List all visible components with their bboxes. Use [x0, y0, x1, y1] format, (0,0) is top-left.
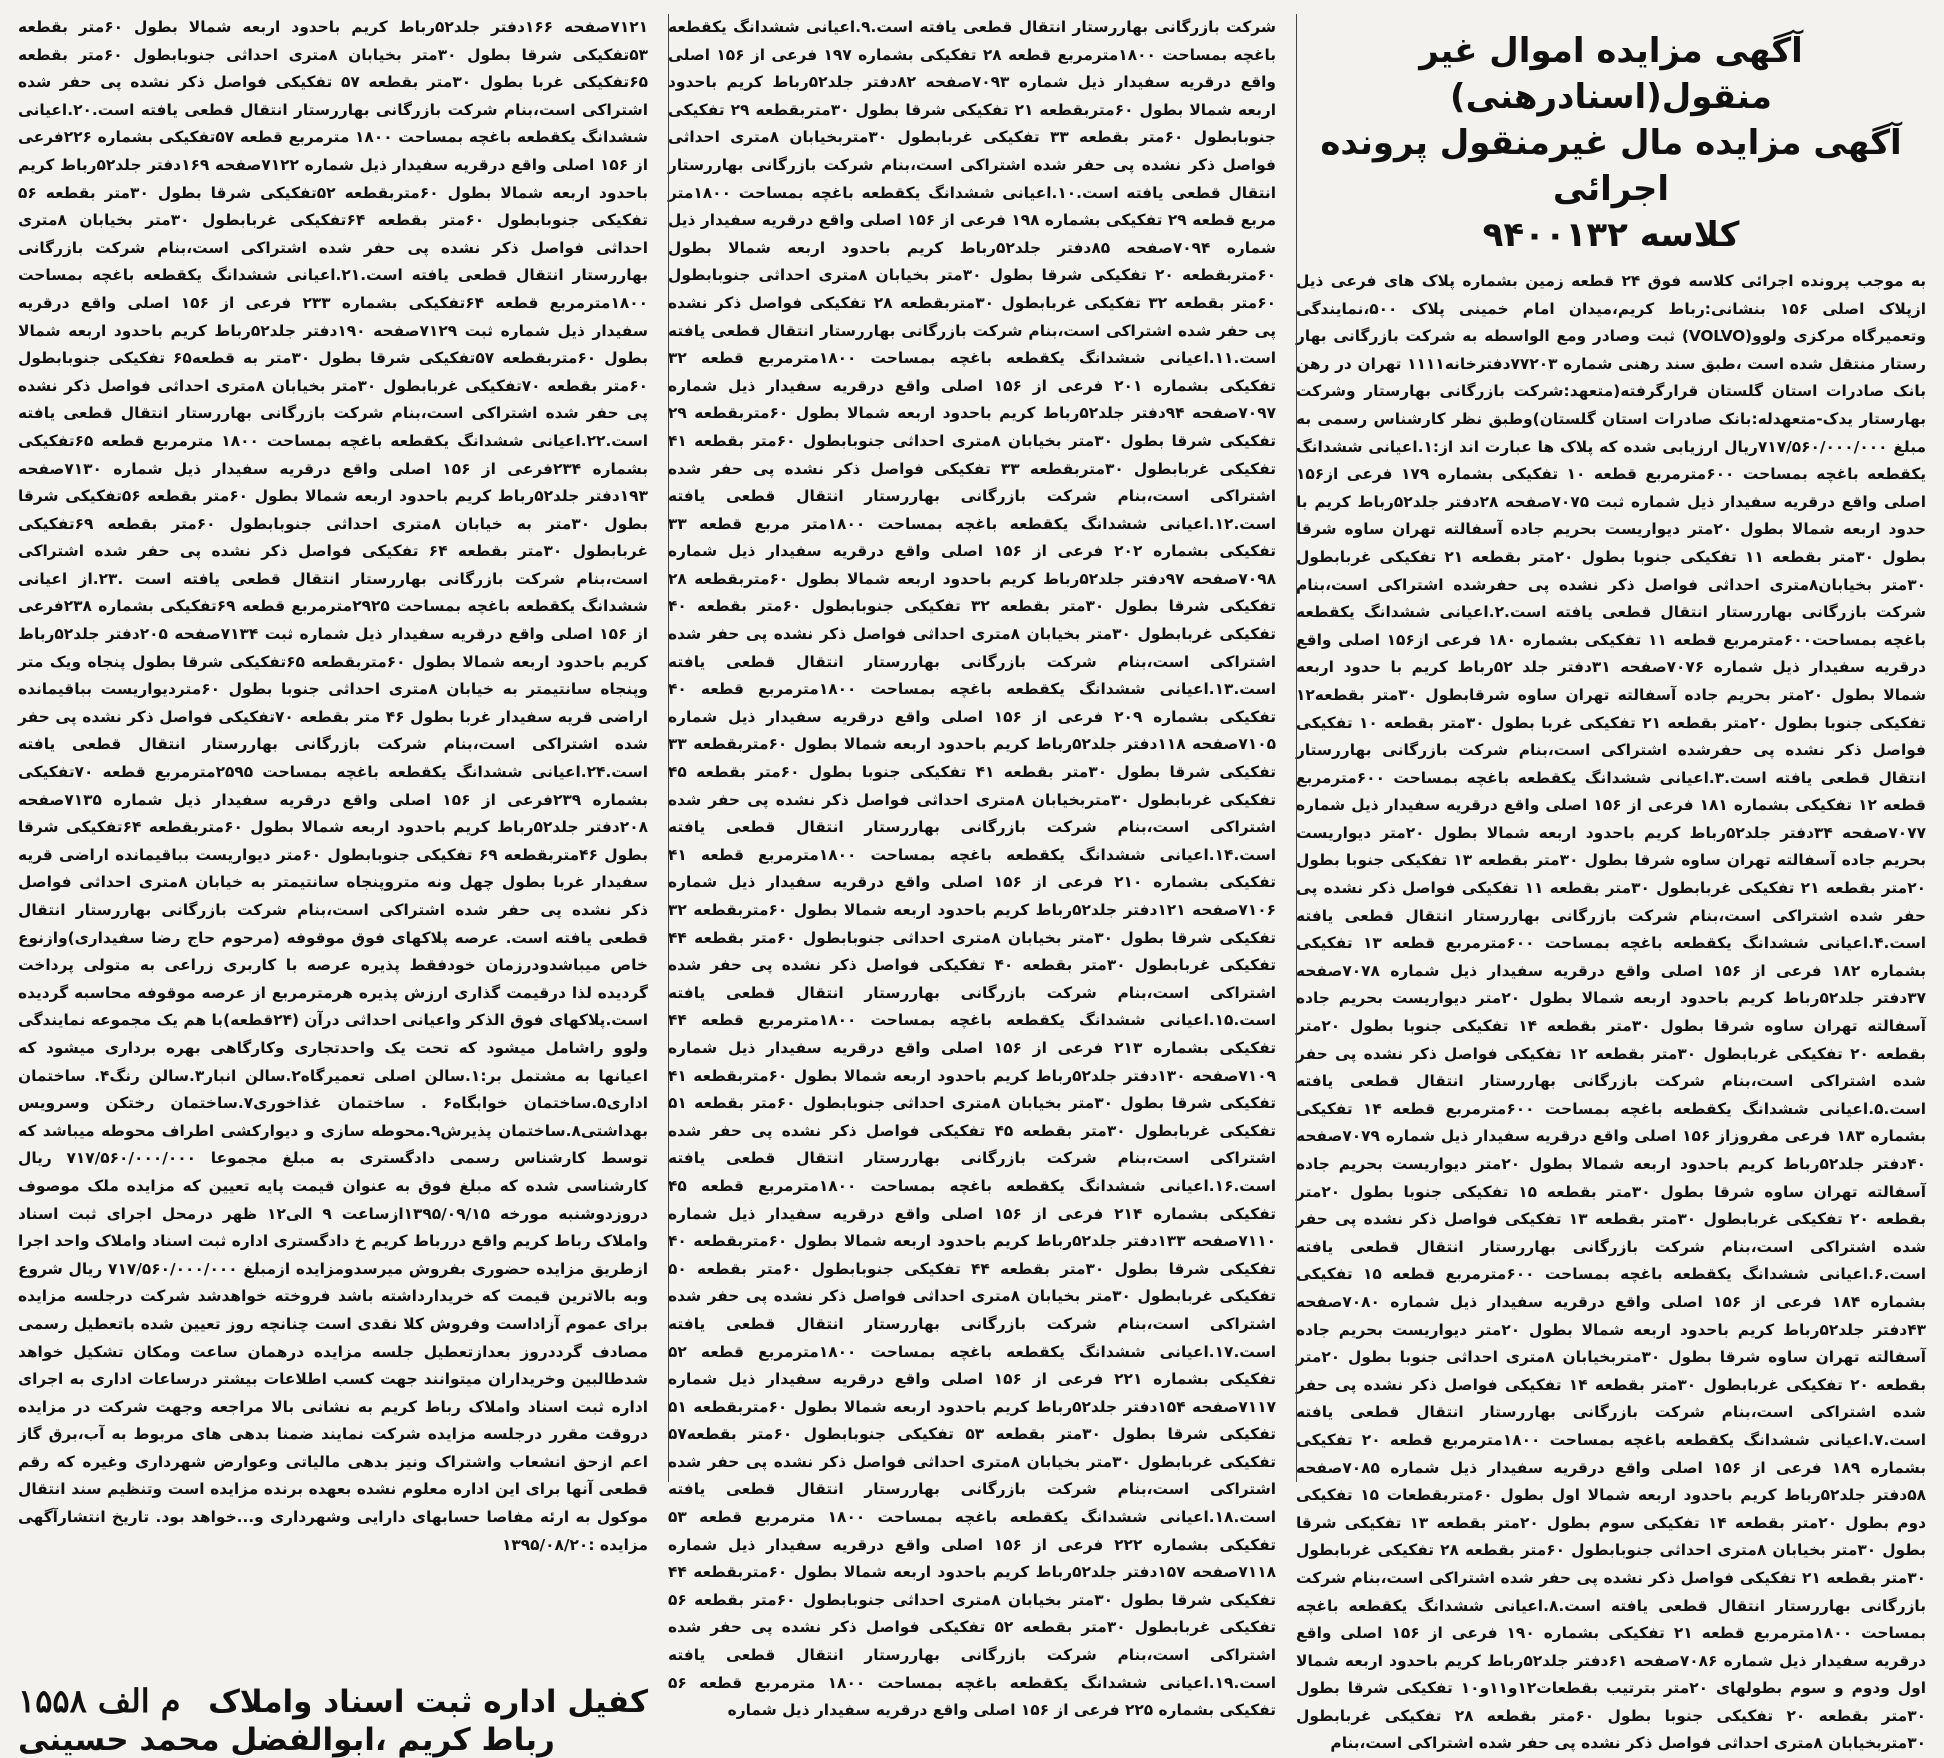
column-left-body: ۷۱۲۱صفحه ۱۶۶دفتر جلد۵۲رباط کریم باحدود اربعه شمالا بطول ۶۰متر بقطعه ۵۳تفکیکی شرقا بطول ۳۰متر بخیابان ۸متری احداثی جنوبابطول ۶۰متر بقطعه ۶۵تفکیکی غربا بطول ۳۰متر بقطعه ۵۷ تفکیکی فواصل ذکر نشده پی حفر شده اشتراکی است،بنام شرکت بازرگانی بهاررستار انتقال قطعی یافته است.۲۰.اعیانی ششدانگ یکقطعه باغچه بمساحت ۱۸۰۰ مترمربع قطعه ۵۷تفکیکی بشماره ۲۲۶فرعی از ۱۵۶ اصلی واقع درقریه سفیدار ذیل شماره ۷۱۲۲صفحه ۱۶۹دفتر جلد۵۲رباط کریم باحدود اربعه شمالا بطول ۶۰متربقطعه ۵۲تفکیکی شرقا بطول ۳۰متر بقطعه ۵۶ تفکیکی جنوبابطول ۶۰متر بقطعه ۶۴تفکیکی غربابطول ۳۰متر بخیابان ۸متری احداثی فواصل ذکر نشده پی حفر شده اشتراکی است،بنام شرکت بازرگانی بهاررستار انتقال قطعی یافته است.۲۱.اعیانی ششدانگ یکقطعه باغچه بمساحت ۱۸۰۰مترمربع قطعه ۶۴تفکیکی بشماره ۲۳۳ فرعی از ۱۵۶ اصلی واقع درقریه سفیدار ذیل شماره ثبت ۷۱۲۹صفحه ۱۹۰دفتر جلد۵۲رباط کریم باحدود اربعه شمالا بطول ۶۰متربقطعه ۵۷تفکیکی شرقا بطول ۳۰متر به قطعه۶۵ تفکیکی جنوبابطول ۶۰متر بقطعه ۷۰تفکیکی غربابطول ۳۰متر بخیابان ۸متری احداثی فواصل ذکر نشده پی حفر شده اشتراکی است،بنام شرکت بازرگانی بهاررستار انتقال قطعی یافته است.۲۲.اعیانی ششدانگ یکقطعه باغچه بمساحت ۱۸۰۰ مترمربع قطعه ۶۵تفکیکی بشماره ۲۳۴فرعی از ۱۵۶ اصلی واقع درقریه سفیدار ذیل شماره ۷۱۳۰صفحه ۱۹۳دفتر جلد۵۲رباط کریم باحدود اربعه شمالا بطول ۶۰متر بقطعه ۵۶تفکیکی شرقا بطول ۳۰متر به خیابان ۸متری احداثی جنوبابطول ۶۰متر بقطعه ۶۹تفکیکی غربابطول ۳۰متر بقطعه ۶۴ تفکیکی فواصل ذکر نشده پی حفر شده اشتراکی است،بنام شرکت بازرگانی بهاررستار انتقال قطعی یافته است .۲۳.از اعیانی ششدانگ یکقطعه باغچه بمساحت ۲۹۲۵مترمربع قطعه ۶۹تفکیکی بشماره ۲۳۸فرعی از ۱۵۶ اصلی واقع درقریه سفیدار ذیل شماره ثبت ۷۱۳۴صفحه ۲۰۵دفتر جلد۵۲رباط کریم باحدود اربعه شمالا بطول ۶۰متربقطعه ۶۵تفکیکی شرقا بطول پنجاه ویک متر وپنجاه سانتیمتر به خیابان ۸متری احداثی جنوبا بطول ۶۰متردیواریست بباقیمانده اراضی قریه سفیدار غربا بطول ۴۶ متر بقطعه ۷۰تفکیکی فواصل ذکر نشده پی حفر شده اشتراکی است،بنام شرکت بازرگانی بهاررستار انتقال قطعی یافته است.۲۴.اعیانی ششدانگ یکقطعه باغچه بمساحت ۲۵۹۵مترمربع قطعه ۷۰تفکیکی بشماره ۲۳۹فرعی از ۱۵۶ اصلی واقع درقریه سفیدار ذیل شماره ۷۱۳۵صفحه ۲۰۸دفتر جلد۵۲رباط کریم باحدود اربعه شمالا بطول ۶۰متربقطعه ۶۴تفکیکی شرقا بطول ۴۶متربقطعه ۶۹ تفکیکی جنوبابطول ۶۰متر دیواریست بباقیمانده اراضی قریه سفیدار غربا بطول چهل ونه متروپنجاه سانتیمتر به خیابان ۸متری احداثی فواصل ذکر نشده پی حفر شده اشتراکی است،بنام شرکت بازرگانی بهاررستار انتقال قطعی یافته است. عرصه پلاکهای فوق موقوفه (مرحوم حاج رضا سفیداری)وازنوع خاص میباشدودرزمان خودفقط پذیره عرصه با کاربری زراعی به متولی پرداخت گردیده لذا درقیمت گذاری ارزش پذیره هرمترمربع از عرصه موقوفه محاسبه گردیده است.پلاکهای فوق الذکر واعیانی احداثی درآن (۲۴قطعه)با هم یک مجموعه نمایندگی ولوو راشامل میشود که تحت یک واحدتجاری وکارگاهی بهره برداری میشود که اعیانها به مشتمل بر:۱.سالن اصلی تعمیرگاه۲.سالن انبار۳.سالن رنگ۴. ساختمان اداری۵.ساختمان خوابگاه۶ . ساختمان غذاخوری۷.ساختمان رختکن وسرویس بهداشتی۸.ساختمان پذیرش۹.محوطه سازی و دیوارکشی اطراف محوطه میباشد که توسط کارشناس رسمی دادگستری به مبلغ مجموعا ۷۱۷/۵۶۰/۰۰۰/۰۰۰ ریال کارشناسی شده که مبلغ فوق به عنوان قیمت پایه تعیین که مزایده ملک موصوف دروزدوشنبه مورخه ۱۳۹۵/۰۹/۱۵ازساعت ۹ الی۱۲ ظهر درمحل اجرای ثبت اسناد واملاک رباط کریم واقع دررباط کریم خ دادگستری اداره ثبت اسناد واملاک واحد اجرا ازطریق مزایده حضوری بفروش میرسدومزایده ازمبلغ ۷۱۷/۵۶۰/۰۰۰/۰۰۰ ریال شروع وبه بالاترین قیمت که خریدارداشته باشد فروخته خواهدشد شرکت درجلسه مزایده برای عموم آزاداست وفروش کلا نقدی است چنانچه روز تعیین شده باتعطیل رسمی مصادف گرددروز بعدازتعطیل جلسه مزایده درهمان ساعت ومکان تشکیل خواهد شدطالبین وخریداران میتوانند جهت کسب اطلاعات بیشتر درساعات اداری به اجرای اداره ثبت اسناد واملاک رباط کریم به نشانی بالا مراجعه وجهت شرکت در مزایده دروقت مقرر درجلسه مزایده شرکت نمایند ضمنا بدهی های مربوط به آب،برق گاز اعم ازحق انشعاب واشتراک ونیز بدهی مالیاتی وعوارض شهرداری وغیره که رقم قطعی آنها برای این اداره معلوم نشده بعهده برنده مزایده است وتنظیم سند انتقال موکول به ارئه مفاصا حسابهای دارایی وشهرداری و...خواهد بود. — [18, 18, 649, 1527]
signer-line: رباط کریم ،ابوالفضل محمد حسینی — [18, 1722, 555, 1758]
ad-code: م الف ۱۵۵۸ — [18, 1682, 181, 1721]
column-left-text — [18, 14, 648, 1709]
column-middle — [668, 14, 1276, 1758]
column-divider — [668, 14, 669, 1482]
publish-date: تاریخ انتشارآگهی مزایده :۱۳۹۵/۰۸/۲۰ — [18, 1508, 648, 1554]
notice-heading — [1296, 28, 1926, 258]
column-right-text: به موجب پرونده اجرائی کلاسه فوق ۲۴ قطعه زمین بشماره پلاک های فرعی ذیل ازپلاک اصلی ۱۵۶ بنشانی:رباط کریم،میدان امام خمینی پلاک ۵۰۰،نمایندگی وتعمیرگاه مرکزی ولوو(VOLVO) ثبت وصادر ومع الواسطه به شرکت بازرگانی بهار رستار منتقل شده است ،طبق سند رهنی شماره ۷۷۲۰۳دفترخانه۱۱۱۱ تهران در رهن بانک صادرات استان گلستان قرارگرفته(متعهد:شرکت بازرگانی بهارستار وشرکت بهارستار یدک-متعهدله:بانک صادرات استان گلستان)وطبق نظر کارشناس رسمی به مبلغ ۷۱۷/۵۶۰/۰۰۰/۰۰۰ریال ارزیابی شده که پلاک ها عبارت اند از:۱.اعیانی ششدانگ یکقطعه باغچه بمساحت ۶۰۰مترمربع قطعه ۱۰ تفکیکی بشماره ۱۷۹ فرعی از۱۵۶ اصلی واقع درقریه سفیدار ذیل شماره ثبت ۷۰۷۵صفحه ۲۸دفتر جلد۵۲رباط کریم با حدود اربعه شمالا بطول ۲۰متر دیواریست بحریم جاده آسفالته تهران ساوه شرقا بطول ۳۰متر بقطعه ۱۱ تفکیکی جنوبا بطول ۲۰متر بقطعه ۲۱ تفکیکی غربابطول ۳۰متر بخیابان۸متری احداثی فواصل ذکر نشده پی حفرشده اشتراکی است،بنام شرکت بازرگانی بهاررستار انتقال قطعی یافته است.۲.اعیانی ششدانگ یکقطعه باغچه بمساحت۶۰۰مترمربع قطعه ۱۱ تفکیکی بشماره ۱۸۰ فرعی از۱۵۶ اصلی واقع درقریه سفیدار ذیل شماره ۷۰۷۶صفحه ۳۱دفتر جلد ۵۲رباط کریم با حدود اربعه شمالا بطول ۲۰متر بحریم جاده آسفالته تهران ساوه شرقابطول ۳۰متر بقطعه۱۲ تفکیکی جنوبا بطول ۲۰متر بقطعه ۲۱ تفکیکی غربا بطول ۳۰متر بقطعه ۱۰ تفکیکی فواصل ذکر نشده پی حفرشده اشتراکی است،بنام شرکت بازرگانی بهاررستار انتقال قطعی یافته است.۳.اعیانی ششدانگ یکقطعه باغچه بمساحت ۶۰۰مترمربع قطعه ۱۲ تفکیکی بشماره ۱۸۱ فرعی از ۱۵۶ اصلی واقع درقریه سفیدار ذیل شماره ۷۰۷۷صفحه ۳۴دفتر جلد۵۲رباط کریم باحدود اربعه شمالا بطول ۲۰متر دیواریست بحریم جاده آسفالته تهران ساوه شرقا بطول ۳۰متر بقطعه ۱۳ تفکیکی جنوبا بطول ۲۰متر بقطعه ۲۱ تفکیکی غربابطول ۳۰متر بقطعه ۱۱ تفکیکی فواصل ذکر نشده پی حفر شده اشتراکی است،بنام شرکت بازرگانی بهاررستار انتقال قطعی یافته است.۴.اعیانی ششدانگ یکقطعه باغچه بمساحت ۶۰۰مترمربع قطعه ۱۳ تفکیکی بشماره ۱۸۲ فرعی از ۱۵۶ اصلی واقع درقریه سفیدار ذیل شماره ۷۰۷۸صفحه ۳۷دفتر جلد۵۲رباط کریم باحدود اربعه شمالا بطول ۲۰متر دیواریست بحریم جاده آسفالته تهران ساوه شرقا بطول ۳۰متر بقطعه ۱۴ تفکیکی جنوبا بطول ۲۰متر بقطعه ۲۰ تفکیکی غربابطول ۳۰متر بقطعه ۱۲ تفکیکی فواصل ذکر نشده پی حفر شده اشتراکی است،بنام شرکت بازرگانی بهاررستار انتقال قطعی یافته است.۵.اعیانی ششدانگ یکقطعه باغچه بمساحت ۶۰۰مترمربع قطعه ۱۴ تفکیکی بشماره ۱۸۳ فرعی مفروزاز ۱۵۶ اصلی واقع درقریه سفیدار ذیل شماره ۷۰۷۹صفحه ۴۰دفتر جلد۵۲رباط کریم باحدود اربعه شمالا بطول ۲۰متر دیواریست بحریم جاده آسفالته تهران ساوه شرقا بطول ۳۰متر بقطعه ۱۵ تفکیکی جنوبا بطول ۲۰متر بقطعه ۲۰ تفکیکی غربابطول ۳۰متر بقطعه ۱۳ تفکیکی فواصل ذکر نشده پی حفر شده اشتراکی است،بنام شرکت بازرگانی بهاررستار انتقال قطعی یافته است.۶.اعیانی ششدانگ یکقطعه باغچه بمساحت ۶۰۰مترمربع قطعه ۱۵ تفکیکی بشماره ۱۸۴ فرعی از ۱۵۶ اصلی واقع درقریه سفیدار ذیل شماره ۷۰۸۰صفحه ۴۳دفتر جلد۵۲رباط کریم باحدود اربعه شمالا بطول ۲۰متر دیواریست بحریم جاده آسفالته تهران ساوه شرقا بطول ۳۰متربخیابان ۸متری احداثی جنوبا بطول ۲۰متر بقطعه ۲۰ تفکیکی غربابطول ۳۰متر بقطعه ۱۴ تفکیکی فواصل ذکر نشده پی حفر شده اشتراکی است،بنام شرکت بازرگانی بهاررستار انتقال قطعی یافته است.۷.اعیانی ششدانگ یکقطعه باغچه بمساحت ۱۸۰۰مترمربع قطعه ۲۰ تفکیکی بشماره ۱۸۹ فرعی از ۱۵۶ اصلی واقع درقریه سفیدار ذیل شماره ۷۰۸۵صفحه ۵۸دفتر جلد۵۲رباط کریم باحدود اربعه شمالا اول بطول ۶۰متربقطعات ۱۵ تفکیکی دوم بطول ۲۰متر بقطعه ۱۴ تفکیکی سوم بطول ۲۰متر بقطعه ۱۳ تفکیکی شرقا بطول ۳۰متر بخیابان ۸متری احداثی جنوبابطول ۶۰متر بقطعه ۲۸ تفکیکی غربابطول ۳۰متر بقطعه ۲۱ تفکیکی فواصل ذکر نشده پی حفر شده اشتراکی است،بنام شرکت بازرگانی بهاررستار انتقال قطعی یافته است.۸.اعیانی ششدانگ یکقطعه باغچه بمساحت ۱۸۰۰مترمربع قطعه ۲۱ تفکیکی بشماره ۱۹۰ فرعی از ۱۵۶ اصلی واقع درقریه سفیدار ذیل شماره ۷۰۸۶صفحه ۶۱دفتر جلد۵۲رباط کریم باحدود اربعه شمالا اول ودوم و سوم بطولهای ۲۰متر بترتیب بقطعات۱۲و۱۱و۱۰ تفکیکی شرقا بطول ۳۰متر بقطعه ۲۰ تفکیکی جنوبا بطول ۶۰متر بقطعه ۲۸ تفکیکی غربابطول ۳۰متربخیابان ۸متری احداثی فواصل ذکر نشده پی حفر شده اشتراکی است،بنام — [1296, 272, 1927, 1753]
title-line-1: آگهی مزایده اموال غیر منقول(اسنادرهنی) — [1419, 31, 1803, 117]
column-left — [18, 14, 648, 1758]
title-line-2: آگهی مزایده مال غیرمنقول پرونده اجرائی — [1320, 123, 1902, 209]
column-divider — [1296, 14, 1297, 1482]
title-line-3: کلاسه ۹۴۰۰۱۳۲ — [1482, 215, 1740, 255]
notice-footer — [18, 1682, 648, 1758]
office-title: کفیل اداره ثبت اسناد واملاک — [208, 1684, 648, 1721]
column-middle-text: شرکت بازرگانی بهاررستار انتقال قطعی یافته است.۹.اعیانی ششدانگ یکقطعه باغچه بمساحت ۱۸۰۰مترمربع قطعه ۲۸ تفکیکی بشماره ۱۹۷ فرعی از ۱۵۶ اصلی واقع درقریه سفیدار ذیل شماره ۷۰۹۳صفحه ۸۲دفتر جلد۵۲رباط کریم باحدود اربعه شمالا بطول ۶۰متربقطعه ۲۱ تفکیکی شرقا بطول ۳۰متربقطعه ۲۹ تفکیکی جنوبابطول ۶۰متر بقطعه ۳۳ تفکیکی غربابطول ۳۰متربخیابان ۸متری احداثی فواصل ذکر نشده پی حفر شده اشتراکی است،بنام شرکت بازرگانی بهاررستار انتقال قطعی یافته است.۱۰.اعیانی ششدانگ یکقطعه باغچه بمساحت ۱۸۰۰متر مربع قطعه ۲۹ تفکیکی بشماره ۱۹۸ فرعی از ۱۵۶ اصلی واقع درقریه سفیدار ذیل شماره ۷۰۹۴صفحه ۸۵دفتر جلد۵۲رباط کریم باحدود اربعه شمالا بطول ۶۰متربقطعه ۲۰ تفکیکی شرقا بطول ۳۰متر بخیابان ۸متری احداثی جنوبابطول ۶۰متر بقطعه ۳۲ تفکیکی غربابطول ۳۰متربقطعه ۲۸ تفکیکی فواصل ذکر نشده پی حفر شده اشتراکی است،بنام شرکت بازرگانی بهاررستار انتقال قطعی یافته است.۱۱.اعیانی ششدانگ یکقطعه باغچه بمساحت ۱۸۰۰مترمربع قطعه ۳۲ تفکیکی بشماره ۲۰۱ فرعی از ۱۵۶ اصلی واقع درقریه سفیدار ذیل شماره ۷۰۹۷صفحه ۹۴دفتر جلد۵۲رباط کریم باحدود اربعه شمالا بطول ۶۰متربقطعه ۲۹ تفکیکی شرقا بطول ۳۰متر بخیابان ۸متری احداثی جنوبابطول ۶۰متر بقطعه ۴۱ تفکیکی غربابطول ۳۰متربقطعه ۳۳ تفکیکی فواصل ذکر نشده پی حفر شده اشتراکی است،بنام شرکت بازرگانی بهاررستار انتقال قطعی یافته است.۱۲.اعیانی ششدانگ یکقطعه باغچه بمساحت ۱۸۰۰متر مربع قطعه ۳۳ تفکیکی بشماره ۲۰۲ فرعی از ۱۵۶ اصلی واقع درقریه سفیدار ذیل شماره ۷۰۹۸صفحه ۹۷دفتر جلد۵۲رباط کریم باحدود اربعه شمالا بطول ۶۰متربقطعه ۲۸ تفکیکی شرقا بطول ۳۰متر بقطعه ۳۲ تفکیکی جنوبابطول ۶۰متر بقطعه ۴۰ تفکیکی غربابطول ۳۰متر بخیابان ۸متری احداثی فواصل ذکر نشده پی حفر شده اشتراکی است،بنام شرکت بازرگانی بهاررستار انتقال قطعی یافته است.۱۳.اعیانی ششدانگ یکقطعه باغچه بمساحت ۱۸۰۰مترمربع قطعه ۴۰ تفکیکی بشماره ۲۰۹ فرعی از ۱۵۶ اصلی واقع درقریه سفیدار ذیل شماره ۷۱۰۵صفحه ۱۱۸دفتر جلد۵۲رباط کریم باحدود اربعه شمالا بطول ۶۰متربقطعه ۳۳ تفکیکی شرقا بطول ۳۰متر بقطعه ۴۱ تفکیکی جنوبا بطول ۶۰متر بقطعه ۴۵ تفکیکی غربابطول ۳۰متربخیابان ۸متری احداثی فواصل ذکر نشده پی حفر شده اشتراکی است،بنام شرکت بازرگانی بهاررستار انتقال قطعی یافته است.۱۴.اعیانی ششدانگ یکقطعه باغچه بمساحت ۱۸۰۰مترمربع قطعه ۴۱ تفکیکی بشماره ۲۱۰ فرعی از ۱۵۶ اصلی واقع درقریه سفیدار ذیل شماره ۷۱۰۶صفحه ۱۲۱دفتر جلد۵۲رباط کریم باحدود اربعه شمالا بطول ۶۰متربقطعه ۳۲ تفکیکی شرقا بطول ۳۰متر بخیابان ۸متری احداثی جنوبابطول ۶۰متر بقطعه ۴۴ تفکیکی غربابطول ۳۰متر بقطعه ۴۰ تفکیکی فواصل ذکر نشده پی حفر شده اشتراکی است،بنام شرکت بازرگانی بهاررستار انتقال قطعی یافته است.۱۵.اعیانی ششدانگ یکقطعه باغچه بمساحت ۱۸۰۰مترمربع قطعه ۴۴ تفکیکی بشماره ۲۱۳ فرعی از ۱۵۶ اصلی واقع درقریه سفیدار ذیل شماره ۷۱۰۹صفحه ۱۳۰دفتر جلد۵۲رباط کریم باحدود اربعه شمالا بطول ۶۰متربقطعه ۴۱ تفکیکی شرقا بطول ۳۰متر بخیابان ۸متری احداثی جنوبابطول ۶۰متر بقطعه ۵۱ تفکیکی غربابطول ۳۰متر بقطعه ۴۵ تفکیکی فواصل ذکر نشده پی حفر شده اشتراکی است،بنام شرکت بازرگانی بهاررستار انتقال قطعی یافته است.۱۶.اعیانی ششدانگ یکقطعه باغچه بمساحت ۱۸۰۰مترمربع قطعه ۴۵ تفکیکی بشماره ۲۱۴ فرعی از ۱۵۶ اصلی واقع درقریه سفیدار ذیل شماره ۷۱۱۰صفحه ۱۳۳دفتر جلد۵۲رباط کریم باحدود اربعه شمالا بطول ۶۰متربقطعه ۴۰ تفکیکی شرقا بطول ۳۰متر بقطعه ۴۴ تفکیکی جنوبابطول ۶۰متر بقطعه ۵۰ تفکیکی غربابطول ۳۰متر بخیابان ۸متری احداثی فواصل ذکر نشده پی حفر شده اشتراکی است،بنام شرکت بازرگانی بهاررستار انتقال قطعی یافته است.۱۷.اعیانی ششدانگ یکقطعه باغچه بمساحت ۱۸۰۰مترمربع قطعه ۵۲ تفکیکی بشماره ۲۲۱ فرعی از ۱۵۶ اصلی واقع درقریه سفیدار ذیل شماره ۷۱۱۷صفحه ۱۵۴دفتر جلد۵۲رباط کریم باحدود اربعه شمالا بطول ۶۰متربقطعه ۵۱ تفکیکی شرقا بطول ۳۰متر بقطعه ۵۳ تفکیکی جنوبابطول ۶۰متر بقطعه۵۷ تفکیکی غربابطول ۳۰متر بخیابان ۸متری احداثی فواصل ذکر نشده پی حفر شده اشتراکی است،بنام شرکت بازرگانی بهاررستار انتقال قطعی یافته است.۱۸.اعیانی ششدانگ یکقطعه باغچه بمساحت ۱۸۰۰ مترمربع قطعه ۵۳ تفکیکی بشماره ۲۲۲ فرعی از ۱۵۶ اصلی واقع درقریه سفیدار ذیل شماره ۷۱۱۸صفحه ۱۵۷دفتر جلد۵۲رباط کریم باحدود اربعه شمالا بطول ۶۰متربقطعه ۴۴ تفکیکی شرقا بطول ۳۰متر بخیابان ۸متری احداثی جنوبابطول ۶۰متر بقطعه ۵۶ تفکیکی غربابطول ۳۰متر بقطعه ۵۲ تفکیکی فواصل ذکر نشده پی حفر شده اشتراکی است،بنام شرکت بازرگانی بهاررستار انتقال قطعی یافته است.۱۹.اعیانی ششدانگ یکقطعه باغچه بمساحت ۱۸۰۰ مترمربع قطعه ۵۶ تفکیکی بشماره ۲۲۵ فرعی از ۱۵۶ اصلی واقع درقریه سفیدار ذیل شماره — [668, 18, 1277, 1720]
column-right — [1296, 14, 1926, 1758]
